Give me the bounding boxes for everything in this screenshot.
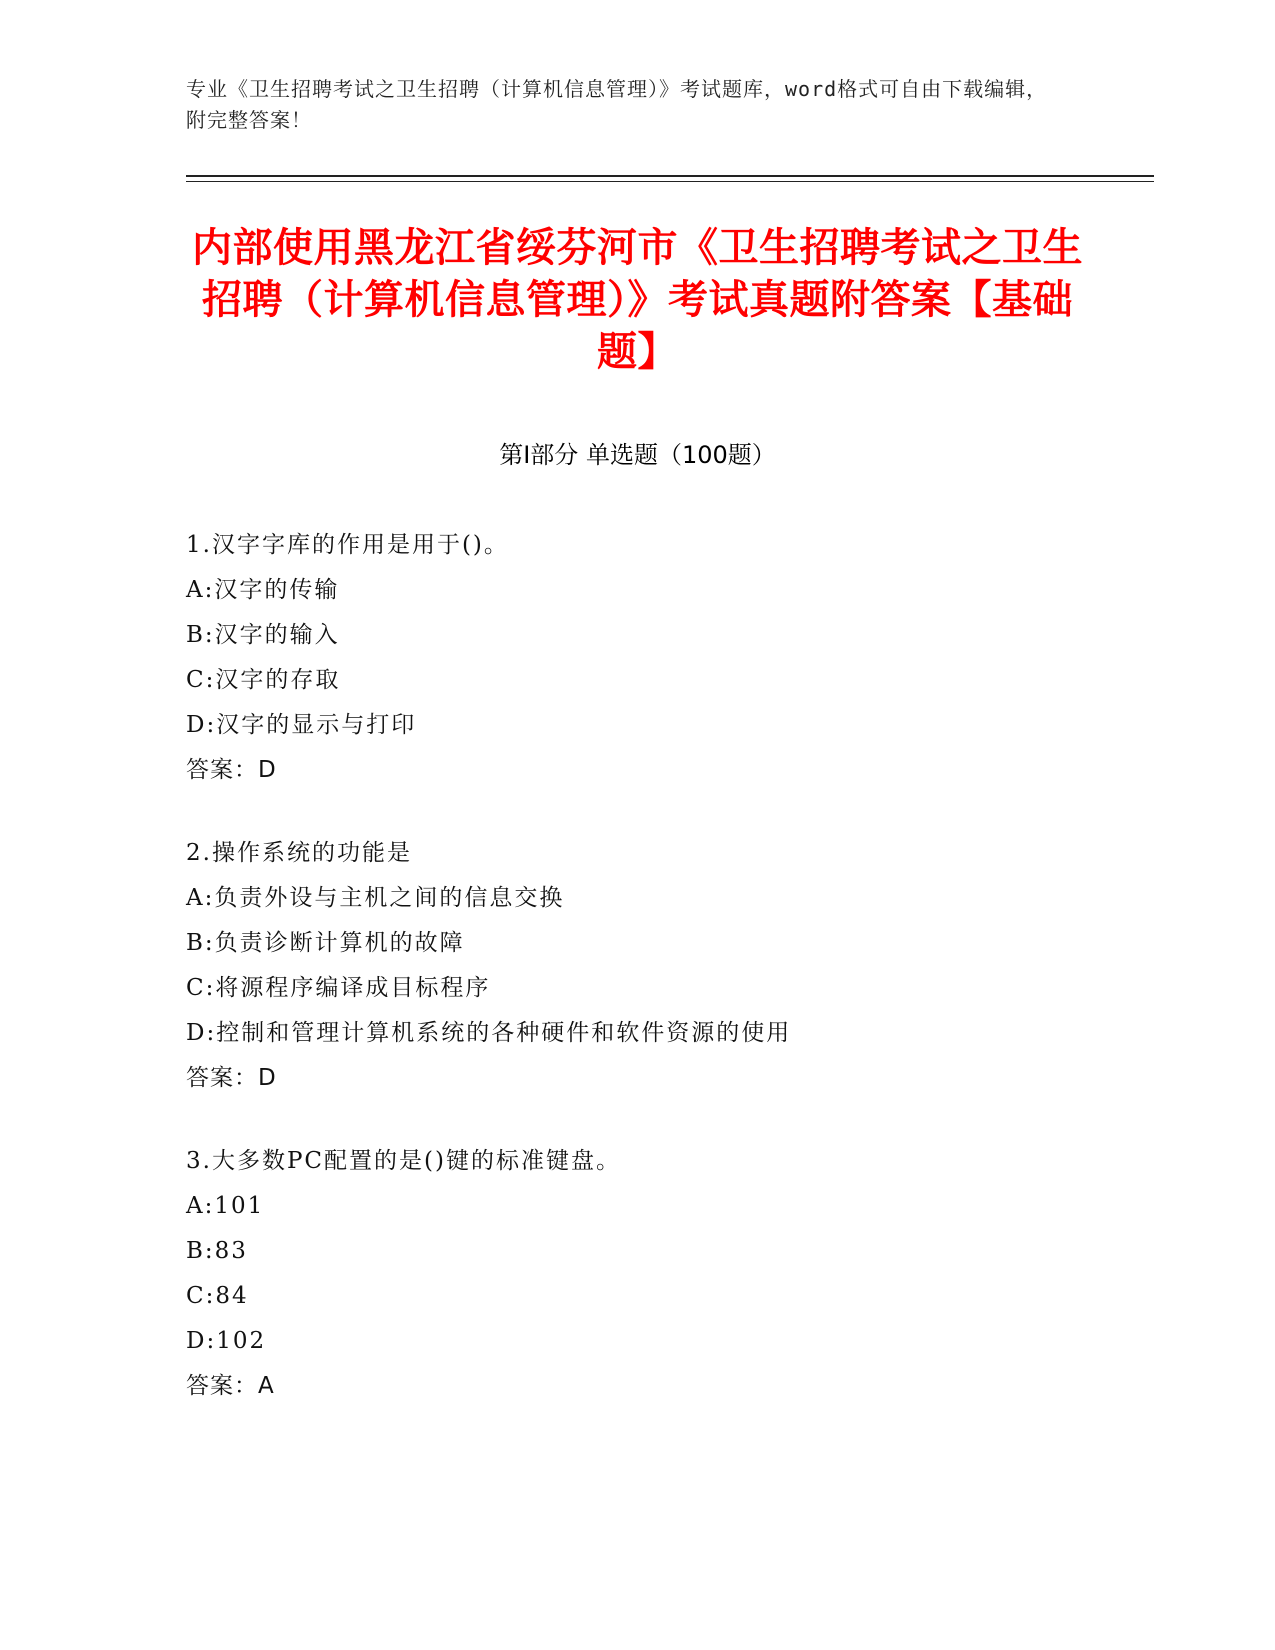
answer: 答案：A	[186, 1373, 275, 1399]
option-d: D:汉字的显示与打印	[186, 712, 417, 738]
section-heading: 第Ⅰ部分 单选题（100题）	[499, 441, 776, 469]
option-a: A:负责外设与主机之间的信息交换	[186, 885, 565, 911]
document-title: 内部使用黑龙江省绥芬河市《卫生招聘考试之卫生招聘（计算机信息管理）》考试真题附答案【基础题】	[192, 225, 1083, 375]
option-b: B:83	[186, 1238, 248, 1264]
option-c: C:84	[186, 1283, 249, 1309]
header-divider-thin	[186, 181, 1154, 182]
question-2	[186, 831, 1146, 1101]
question-3	[186, 1139, 1146, 1409]
answer: 答案：D	[186, 1065, 277, 1091]
option-a: A:101	[186, 1193, 265, 1219]
question-stem: 2.操作系统的功能是	[186, 840, 412, 866]
option-d: D:102	[186, 1328, 267, 1354]
option-b: B:负责诊断计算机的故障	[186, 930, 465, 956]
document-header-note: 专业《卫生招聘考试之卫生招聘（计算机信息管理）》考试题库，word格式可自由下载编辑，附完整答案！	[186, 77, 1048, 132]
question-stem: 1.汉字字库的作用是用于()。	[186, 532, 509, 558]
option-c: C:汉字的存取	[186, 667, 341, 693]
answer: 答案：D	[186, 757, 277, 783]
option-a: A:汉字的传输	[186, 577, 340, 603]
header-divider-thick	[186, 175, 1154, 177]
option-d: D:控制和管理计算机系统的各种硬件和软件资源的使用	[186, 1020, 792, 1046]
option-c: C:将源程序编译成目标程序	[186, 975, 491, 1001]
option-b: B:汉字的输入	[186, 622, 340, 648]
question-stem: 3.大多数PC配置的是()键的标准键盘。	[186, 1148, 621, 1174]
question-1	[186, 523, 1146, 793]
question-list	[186, 523, 1146, 1447]
